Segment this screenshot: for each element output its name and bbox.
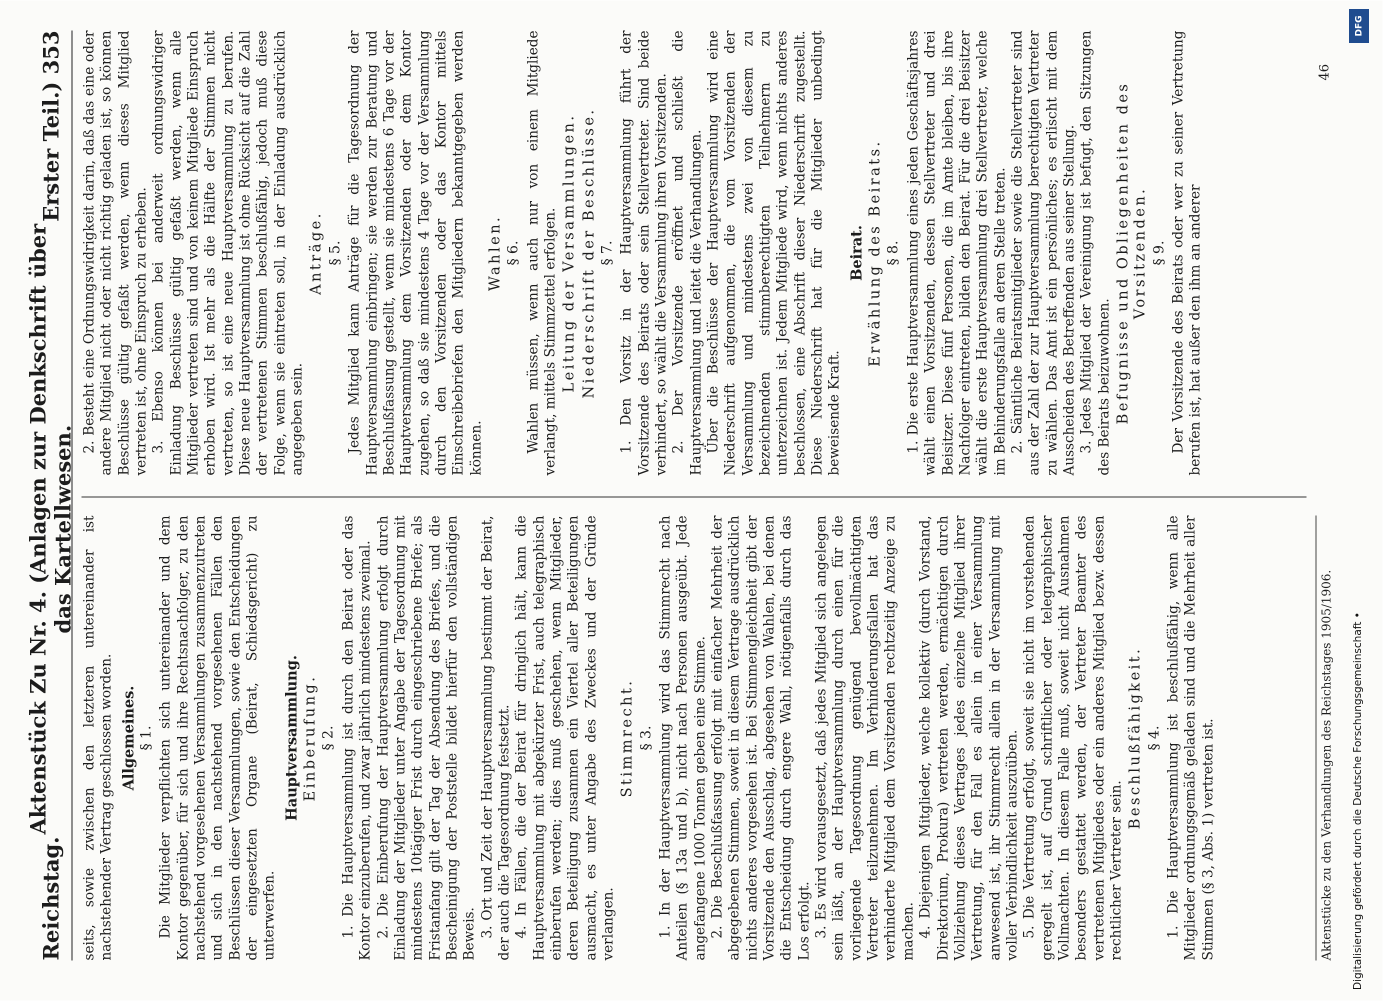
section-heading: Stimmrecht. (619, 678, 636, 798)
section-heading: Leitung der Versammlungen. (561, 113, 578, 393)
header-left: Reichstag. (38, 836, 63, 961)
footnote: Aktenstücke zu den Verhandlungen des Reichstages 1905/1906. (1316, 516, 1334, 961)
section-heading: Erwählung des Beirats. (867, 139, 884, 367)
header-title: Aktenstück Zu Nr. 4. (Anlagen zur Denkschrift über das Kartellwesen. (25, 223, 76, 835)
section-heading: Niederschrift der Beschlüsse. (581, 107, 598, 399)
paragraph: 1. Die Hauptversammlung ist durch den Beirat oder das Kontor einzuberufen, und zwar jährlich mindestens zweimal. (340, 515, 374, 961)
section-number: § 6. (505, 240, 522, 266)
section-number: § 2. (320, 725, 337, 751)
section-number: § 4. (1146, 725, 1163, 751)
section-number: § 3. (638, 725, 655, 751)
section-number: § 7. (599, 240, 616, 266)
paragraph: 3. Jedes Mitglied der Vereinigung ist befugt, den Sitzungen des Beirats beizuwohnen. (1078, 30, 1113, 476)
section-heading: Anträge. (308, 211, 325, 295)
section-heading: Wahlen. (487, 214, 504, 292)
paragraph: Über die Beschlüsse der Hauptversammlung wird eine Niederschrift aufgenommen, die vom Vorsitzenden der Versammlung und mindestens zwei von diesem zu bezeichnenden stimmberechtigten Teilnehmern zu unterzeichnen ist. Jedem Mitgliede wird, wenn nichts anderes beschlossen, eine Abschrift dieser Niederschrift zugestellt. Diese Niederschrift hat für die Mitglieder unbedingt beweisende Kraft. (705, 30, 843, 476)
paragraph: 3. Es wird vorausgesetzt, daß jedes Mitglied sich angelegen sein läßt, an der Hauptversammlung durch einen für die vorliegende Tagesordnung genügend bevollmächtigten Vertreter teilzunehmen. Im Verhinderungsfallen hat das verhinderte Mitglied dem Vorsitzenden rechtzeitig Anzeige zu machen. (813, 515, 917, 961)
paragraph: 2. Sämtliche Beiratsmitglieder sowie die Stellvertreter sind aus der Zahl der zur Hauptversammlung berechtigten Vertreter zu wählen. Das Amt ist ein persönliches; es erlischt mit dem Ausscheiden des Betreffenden aus seiner Stellung. (1009, 30, 1078, 476)
header-right: Erster Teil.) 353 (38, 30, 63, 222)
paragraph: 5. Die Vertretung erfolgt, soweit sie nicht im vorstehenden geregelt ist, auf Grund schriftlicher oder telegraphischer Vollmachten. In diesem Falle muß, soweit nicht Ausnahmen besonders gestattet werden, der Vertreter Beamter des vertretenen Mitgliedes oder ein anderes Mitglied bezw. dessen rechtlicher Vertreter sein. (1021, 515, 1125, 961)
paragraph: 4. Diejenigen Mitglieder, welche kollektiv (durch Vorstand, Direktorium, Prokura) vertreten werden, ermächtigen durch Vollziehung dieses Vertrages jedes einzelne Mitglied ihrer Vertretung, für den Fall es allein in einer Versammlung anwesend ist, ihr Stimmrecht allein in der Versammlung mit voller Verbindlichkeit auszuüben. (917, 515, 1021, 961)
section-heading: Befugnisse und Obliegenheiten des Vorsitzenden. (1115, 81, 1149, 425)
dfg-logo (1349, 9, 1369, 43)
section-number: § 1. (138, 725, 155, 751)
right-text-column (82, 31, 1307, 476)
page-header (25, 30, 76, 961)
section-heading: Hauptversammlung. (283, 655, 301, 821)
paragraph: 2. Die Einberufung der Hauptversammlung erfolgt durch Einladung der Mitglieder unter Angabe der Tagesordnung mit mindestens 10tägiger Frist durch eingeschriebene Briefe; als Fristanfang gilt der Tag der Absendung des Briefes, und die Bescheinigung der Poststelle bildet hierfür den vollständigen Beweis. (375, 515, 478, 961)
section-heading: Einberufung. (302, 674, 319, 802)
paragraph: Der Vorsitzende des Beirats oder wer zu seiner Vertretung berufen ist, hat außer den ihm an anderer (1170, 30, 1204, 476)
paragraph: Jedes Mitglied kann Anträge für die Tagesordnung der Hauptversammlung einbringen; sie werden zur Beratung und Beschlußfassung gestellt, wenn sie mindestens 6 Tage vor der Hauptversammlung dem Vorsitzenden oder dem Kontor zugehen, so daß sie mindestens 4 Tage vor der Versammlung durch den Vorsitzenden oder das Kontor mittels Einschreibebriefen den Mitgliedern bekanntgegeben werden können. (346, 30, 485, 476)
paragraph: 3. Ort und Zeit der Hauptversammlung bestimmt der Beirat, der auch die Tagesordnung festsetzt. (479, 515, 513, 961)
paragraph: 1. Den Vorsitz in der Hauptversammlung führt der Vorsitzende des Beirats oder sein Stellvertreter. Sind beide verhindert, so wählt die Versammlung ihren Vorsitzenden. (618, 30, 670, 476)
paragraph: Wahlen müssen, wenn auch nur von einem Mitgliede verlangt, mittels Stimmzettel erfolgen. (525, 30, 559, 476)
section-heading: Allgemeines. (120, 685, 138, 791)
section-number: § 5. (327, 240, 344, 266)
left-text-column (82, 516, 1307, 961)
paragraph: 2. Die Beschlußfassung erfolgt mit einfacher Mehrheit der abgegebenen Stimmen, soweit in diesem Vertrage ausdrücklich nichts anderes vorgesehen ist. Bei Stimmengleichheit gibt der Vorsitzende den Ausschlag, abgesehen von Wahlen, bei denen die Entscheidung durch engere Wahl, nötigenfalls durch das Los erfolgt. (709, 515, 813, 961)
paragraph: 3. Ebenso können bei anderweit ordnungswidriger Einladung Beschlüsse gültig gefaßt werden, wenn alle Mitglieder vertreten sind und von keinem Mitgliede Einspruch erhoben wird. Ist mehr als die Hälfte der Stimmen nicht vertreten, so ist eine neue Hauptversammlung zu berufen. Diese neue Hauptversammlung ist ohne Rücksicht auf die Zahl der vertretenen Stimmen beschlußfähig, jedoch muß diese Folge, wenn sie eintreten soll, in der Einladung ausdrücklich angegeben sein. (150, 30, 306, 476)
section-heading: Beschlußfähigkeit. (1127, 646, 1144, 830)
section-number: § 9. (1151, 240, 1168, 266)
paragraph: 4. In Fällen, die der Beirat für dringlich hält, kann die Hauptversammlung mit abgekürzter Frist, auch telegraphisch einberufen werden; dies muß geschehen, wenn Mitglieder, deren Beteiligung zusammen ein Viertel aller Beteiligungen ausmacht, es unter Angabe des Zweckes und der Gründe verlangen. (513, 515, 617, 961)
paragraph: 1. Die Hauptversammlung ist beschlußfähig, wenn alle Mitglieder ordnungsgemäß geladen sind und die Mehrheit aller Stimmen (§ 3, Abs. 1) vertreten ist. (1165, 515, 1217, 961)
paragraph: 2. Der Vorsitzende eröffnet und schließt die Hauptversammlung und leitet die Verhandlungen. (670, 30, 705, 476)
dfg-logo-label: DFG (1354, 15, 1365, 37)
digitization-credit: Digitalisierung gefördert durch die Deutsche Forschungsgemeinschaft • (1352, 612, 1364, 990)
section-heading: Beirat. (848, 225, 866, 281)
paragraph: seits, sowie zwischen den letzteren untereinander ist nachstehender Vertrag geschlossen worden. (81, 515, 115, 961)
paragraph: 1. In der Hauptversammlung wird das Stimmrecht nach Anteilen (§ 13a und b), nicht nach Personen ausgeübt. Jede angefangene 1000 Tonnen geben eine Stimme. (657, 515, 709, 961)
paragraph: 1. Die erste Hauptversammlung eines jeden Geschäftsjahres wählt einen Vorsitzenden, dessen Stellvertreter und drei Beisitzer. Diese fünf Personen, die im Amte bleiben, bis ihre Nachfolger eintreten, bilden den Beirat. Für die drei Beisitzer wählt die erste Hauptversammlung drei Stellvertreter, welche im Behinderungsfalle an deren Stelle treten. (905, 30, 1009, 476)
column-divider (82, 497, 1307, 498)
section-number: § 8. (885, 240, 902, 266)
paragraph: 2. Besteht eine Ordnungswidrigkeit darin, daß das eine oder andere Mitglied nicht oder nicht richtig geladen ist, so können Beschlüsse gültig gefaßt werden, wenn dieses Mitglied vertreten ist, ohne Einspruch zu erheben. (81, 30, 150, 476)
paragraph: Die Mitglieder verpflichten sich untereinander und dem Kontor gegenüber, für sich und ihre Rechtsnachfolger, zu den nachstehend vorgesehenen Versammlungen zusammenzutreten und sich in den nachstehend vorgesehenen Fällen den Beschlüssen dieser Versammlungen, sowie den Entscheidungen der eingesetzten Organe (Beirat, Schiedsgericht) zu unterwerfen. (157, 515, 278, 961)
page-number: 46 (1317, 63, 1333, 81)
document-page (0, 1, 1383, 1001)
